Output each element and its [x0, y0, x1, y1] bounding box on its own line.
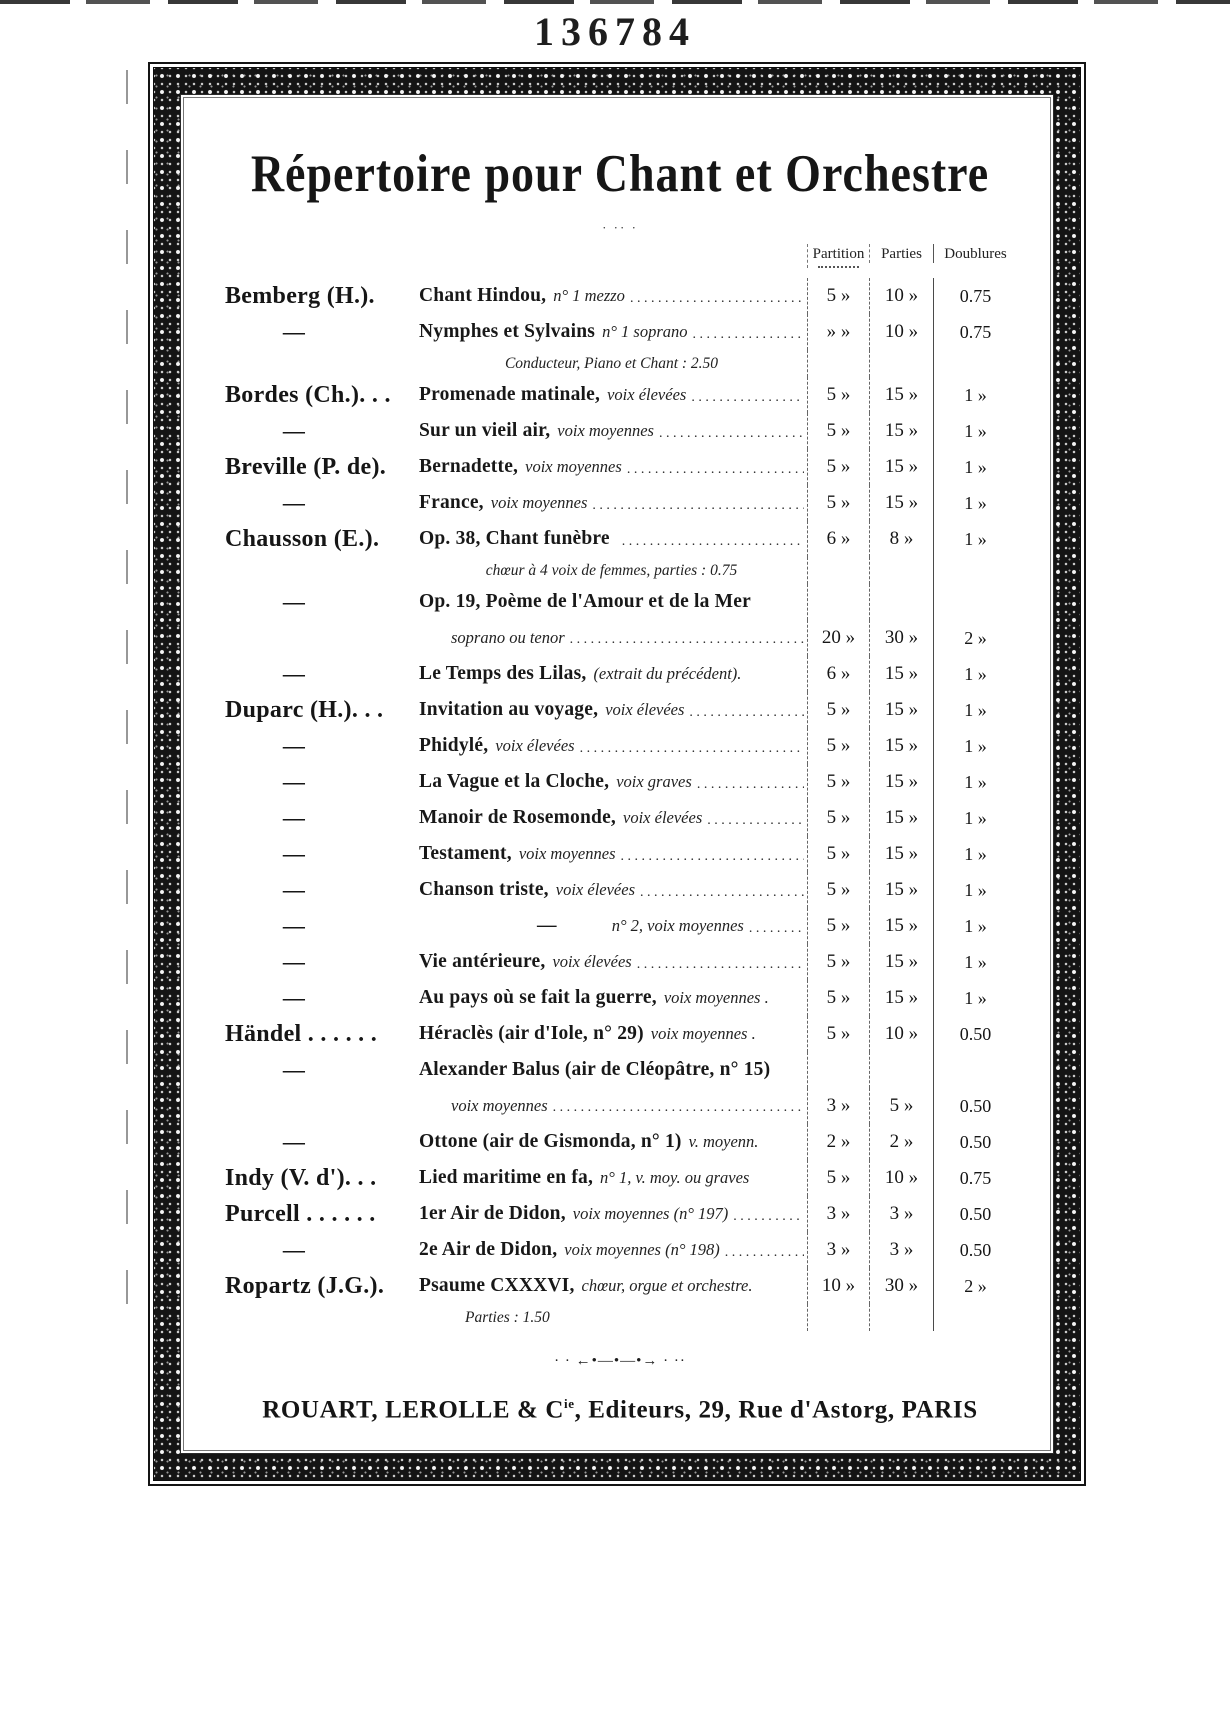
dot-leader	[725, 1245, 804, 1261]
table-row	[223, 1304, 1017, 1331]
work-cell	[419, 1309, 807, 1327]
partition-price-cell: 5 »	[807, 485, 869, 521]
work-cell	[419, 735, 807, 757]
doublures-price-cell: 1 »	[933, 449, 1017, 485]
partition-price-cell: 10 »	[807, 1268, 869, 1304]
doublures-price-cell: 2 »	[933, 1268, 1017, 1304]
table-row	[223, 800, 1017, 836]
work-detail: chœur, orgue et orchestre.	[581, 1276, 753, 1295]
table-row	[223, 692, 1017, 728]
work-detail: voix élevées	[552, 952, 632, 971]
parties-price-cell: 3 »	[869, 1196, 933, 1232]
doublures-price-cell: 1 »	[933, 413, 1017, 449]
doublures-price-cell	[933, 1052, 1017, 1088]
work-title: Ottone (air de Gismonda, n° 1)	[419, 1131, 682, 1152]
work-title: Chanson triste,	[419, 879, 549, 900]
table-row	[223, 485, 1017, 521]
publisher-name: ROUART, LEROLLE & C	[262, 1396, 564, 1424]
work-title: 2e Air de Didon,	[419, 1239, 558, 1260]
table-row	[223, 1088, 1017, 1124]
table-row	[223, 1268, 1017, 1304]
composer-cell: —	[282, 1237, 306, 1262]
partition-price-cell: 5 »	[807, 449, 869, 485]
column-header-label: Parties	[881, 246, 922, 262]
table-row	[223, 1160, 1017, 1196]
page-title: Répertoire pour Chant et Orchestre	[250, 144, 990, 203]
dot-leader	[592, 498, 804, 514]
partition-price-cell: 5 »	[807, 944, 869, 980]
work-cell	[419, 562, 807, 580]
row-note: chœur à 4 voix de femmes, parties : 0.75	[485, 561, 738, 579]
work-title: Bernadette,	[419, 456, 519, 477]
composer-cell: —	[282, 985, 306, 1010]
doublures-price-cell: 1 »	[933, 908, 1017, 944]
table-row	[223, 377, 1017, 413]
table-row	[223, 1124, 1017, 1160]
work-detail: voix moyennes	[518, 844, 616, 863]
table-row	[223, 314, 1017, 350]
table-row	[223, 620, 1017, 656]
parties-price-cell: 15 »	[869, 449, 933, 485]
doublures-price-cell	[933, 557, 1017, 584]
work-title: Op. 19, Poème de l'Amour et de la Mer	[419, 591, 751, 612]
dot-leader	[637, 957, 804, 973]
parties-price-cell: 10 »	[869, 278, 933, 314]
work-cell	[419, 1275, 807, 1297]
doublures-price-cell: 1 »	[933, 836, 1017, 872]
doublures-price-cell: 0.50	[933, 1088, 1017, 1124]
work-title: France,	[419, 492, 484, 513]
column-header-label: Doublures	[944, 246, 1007, 262]
composer-cell: Händel . . . . . .	[225, 1020, 378, 1047]
doublures-price-cell	[933, 1304, 1017, 1331]
table-row	[223, 521, 1017, 557]
doublures-price-cell: 1 »	[933, 656, 1017, 692]
work-detail: n° 1, v. moy. ou graves	[600, 1168, 750, 1187]
work-cell	[419, 1239, 807, 1261]
parties-price-cell: 15 »	[869, 836, 933, 872]
column-header-label: Partition	[812, 246, 865, 262]
work-cell	[419, 951, 807, 973]
table-row	[223, 1052, 1017, 1088]
work-detail: voix moyennes (n° 197)	[572, 1204, 729, 1223]
dot-leader	[640, 885, 804, 901]
work-cell	[419, 879, 807, 901]
table-row	[223, 944, 1017, 980]
work-title: Promenade matinale,	[419, 384, 601, 405]
work-title: Invitation au voyage,	[419, 699, 599, 720]
work-title: Manoir de Rosemonde,	[419, 807, 617, 828]
table-row	[223, 584, 1017, 620]
work-detail: voix moyennes .	[650, 1024, 756, 1043]
composer-cell: Bordes (Ch.). . .	[225, 381, 391, 408]
partition-price-cell: 20 »	[807, 620, 869, 656]
work-cell	[419, 628, 807, 648]
dot-leader	[570, 632, 804, 648]
parties-price-cell	[869, 557, 933, 584]
composer-cell: Purcell . . . . . .	[225, 1200, 376, 1227]
partition-price-cell: 3 »	[807, 1088, 869, 1124]
parties-price-cell: 3 »	[869, 1232, 933, 1268]
partition-price-cell: 6 »	[807, 656, 869, 692]
ornamental-border-band	[153, 67, 1081, 1481]
doublures-price-cell: 0.75	[933, 314, 1017, 350]
composer-cell: Bemberg (H.).	[225, 282, 375, 309]
partition-price-cell: 5 »	[807, 836, 869, 872]
composer-cell: —	[282, 733, 306, 758]
composer-cell: Ropartz (J.G.).	[225, 1272, 385, 1299]
work-detail: voix graves	[616, 772, 692, 791]
partition-price-cell: 5 »	[807, 908, 869, 944]
row-note: Conducteur, Piano et Chant : 2.50	[504, 354, 719, 372]
table-row	[223, 908, 1017, 944]
table-row	[223, 557, 1017, 584]
dot-leader	[749, 921, 804, 937]
work-cell	[419, 1023, 807, 1045]
doublures-price-cell	[933, 584, 1017, 620]
parties-price-cell: 5 »	[869, 1088, 933, 1124]
work-cell	[419, 285, 807, 307]
doublures-price-cell: 1 »	[933, 764, 1017, 800]
publisher-address: , Editeurs, 29, Rue d'Astorg, PARIS	[574, 1396, 978, 1424]
parties-price-cell: 15 »	[869, 377, 933, 413]
doublures-price-cell: 0.50	[933, 1016, 1017, 1052]
partition-price-cell: 5 »	[807, 278, 869, 314]
dot-leader	[697, 777, 804, 793]
doublures-price-cell: 1 »	[933, 944, 1017, 980]
doublures-price-cell: 0.50	[933, 1124, 1017, 1160]
partition-price-cell: 2 »	[807, 1124, 869, 1160]
dot-leader	[733, 1209, 804, 1225]
work-title: Psaume CXXXVI,	[419, 1275, 575, 1296]
parties-price-cell: 15 »	[869, 656, 933, 692]
composer-cell: —	[282, 589, 306, 614]
composer-cell: —	[282, 913, 306, 938]
table-row	[223, 764, 1017, 800]
work-detail: n° 1 mezzo	[553, 286, 625, 305]
table-row	[223, 980, 1017, 1016]
work-detail: voix élevées	[623, 808, 703, 827]
partition-price-cell: 5 »	[807, 377, 869, 413]
parties-price-cell: 10 »	[869, 314, 933, 350]
work-cell	[419, 1203, 807, 1225]
work-cell	[419, 843, 807, 865]
work-cell	[419, 987, 807, 1009]
work-cell	[419, 699, 807, 721]
parties-price-cell: 10 »	[869, 1160, 933, 1196]
work-title: —	[537, 915, 557, 936]
work-detail: voix moyennes (n° 198)	[564, 1240, 720, 1259]
partition-price-cell: 5 »	[807, 872, 869, 908]
dot-leader	[627, 462, 804, 478]
parties-price-cell: 2 »	[869, 1124, 933, 1160]
table-row	[223, 728, 1017, 764]
page-content	[180, 94, 1054, 1454]
work-cell	[419, 355, 807, 373]
composer-cell: —	[282, 769, 306, 794]
work-cell	[419, 420, 807, 442]
parties-price-cell: 30 »	[869, 620, 933, 656]
title-ornament: · ·· ·	[602, 220, 638, 235]
parties-price-cell: 15 »	[869, 692, 933, 728]
composer-cell: —	[282, 949, 306, 974]
work-title: Alexander Balus (air de Cléopâtre, n° 15)	[419, 1059, 771, 1080]
work-cell	[419, 591, 807, 613]
work-title: Lied maritime en fa,	[419, 1167, 594, 1188]
composer-cell: —	[282, 841, 306, 866]
parties-price-cell: 15 »	[869, 944, 933, 980]
work-cell	[419, 663, 807, 685]
work-title: Au pays où se fait la guerre,	[419, 987, 657, 1008]
partition-price-cell: 5 »	[807, 728, 869, 764]
composer-cell: —	[282, 661, 306, 686]
partition-price-cell: 5 »	[807, 413, 869, 449]
table-row	[223, 1196, 1017, 1232]
work-cell	[419, 456, 807, 478]
parties-price-cell: 30 »	[869, 1268, 933, 1304]
doublures-price-cell: 1 »	[933, 377, 1017, 413]
parties-price-cell: 15 »	[869, 728, 933, 764]
table-row	[223, 872, 1017, 908]
parties-price-cell: 15 »	[869, 872, 933, 908]
page-frame	[148, 62, 1086, 1486]
work-detail: voix moyennes	[451, 1096, 548, 1115]
composer-cell: Chausson (E.).	[225, 525, 380, 552]
doublures-price-cell: 2 »	[933, 620, 1017, 656]
work-cell	[419, 1059, 807, 1081]
dot-leader	[630, 291, 804, 307]
table-row	[223, 278, 1017, 314]
partition-price-cell: 5 »	[807, 692, 869, 728]
parties-price-cell	[869, 1304, 933, 1331]
dot-leader	[553, 1100, 804, 1116]
partition-price-cell	[807, 1304, 869, 1331]
header-underline	[818, 266, 859, 268]
work-title: Op. 38, Chant funèbre	[419, 528, 610, 549]
work-title: Le Temps des Lilas,	[419, 663, 587, 684]
work-detail: voix moyennes	[525, 457, 622, 476]
partition-price-cell	[807, 557, 869, 584]
work-title: La Vague et la Cloche,	[419, 771, 610, 792]
parties-price-cell	[869, 584, 933, 620]
partition-price-cell	[807, 1052, 869, 1088]
table-row	[223, 413, 1017, 449]
table-row	[223, 350, 1017, 377]
work-detail: (extrait du précédent).	[593, 664, 742, 683]
work-title: Testament,	[419, 843, 512, 864]
parties-price-cell: 15 »	[869, 800, 933, 836]
dot-leader	[689, 705, 804, 721]
doublures-price-cell: 1 »	[933, 728, 1017, 764]
table-header	[223, 244, 1017, 278]
table-row	[223, 1016, 1017, 1052]
doublures-price-cell	[933, 350, 1017, 377]
partition-price-cell: 5 »	[807, 800, 869, 836]
publisher-line	[223, 1396, 1017, 1424]
work-detail: voix moyennes	[557, 421, 654, 440]
work-cell	[419, 1131, 807, 1153]
partition-price-cell: 3 »	[807, 1196, 869, 1232]
composer-cell: Indy (V. d'). . .	[225, 1164, 377, 1191]
catalog-stamp-number: 136784	[534, 9, 696, 54]
dot-leader	[622, 534, 804, 550]
composer-cell: —	[282, 1129, 306, 1154]
work-cell	[419, 771, 807, 793]
work-detail: voix élevées	[555, 880, 635, 899]
doublures-price-cell: 1 »	[933, 521, 1017, 557]
doublures-price-cell: 0.75	[933, 1160, 1017, 1196]
table-row	[223, 449, 1017, 485]
table-row	[223, 656, 1017, 692]
dot-leader	[693, 327, 804, 343]
work-cell	[419, 321, 807, 343]
work-cell	[419, 492, 807, 514]
work-detail: soprano ou tenor	[451, 628, 565, 647]
doublures-price-cell: 1 »	[933, 872, 1017, 908]
partition-price-cell	[807, 350, 869, 377]
parties-price-cell: 15 »	[869, 413, 933, 449]
work-detail: n° 2, voix moyennes	[611, 916, 744, 935]
work-title: Chant Hindou,	[419, 285, 547, 306]
partition-price-cell: 5 »	[807, 1016, 869, 1052]
composer-cell: —	[282, 805, 306, 830]
partition-price-cell	[807, 584, 869, 620]
work-detail: voix moyennes .	[663, 988, 769, 1007]
composer-cell: Duparc (H.). . .	[225, 696, 384, 723]
partition-price-cell: 5 »	[807, 764, 869, 800]
doublures-price-cell: 1 »	[933, 800, 1017, 836]
row-note: Parties : 1.50	[465, 1308, 550, 1326]
column-header-partition	[807, 244, 869, 268]
partition-price-cell: 6 »	[807, 521, 869, 557]
dot-leader	[707, 813, 804, 829]
work-cell	[419, 1096, 807, 1116]
work-cell	[419, 807, 807, 829]
partition-price-cell: 5 »	[807, 980, 869, 1016]
composer-cell: —	[282, 418, 306, 443]
composer-cell: —	[282, 1057, 306, 1082]
parties-price-cell: 15 »	[869, 980, 933, 1016]
work-cell	[419, 528, 807, 550]
dot-leader	[659, 426, 804, 442]
dot-leader	[621, 849, 805, 865]
parties-price-cell: 10 »	[869, 1016, 933, 1052]
composer-cell: —	[282, 319, 306, 344]
work-detail: voix élevées	[607, 385, 687, 404]
composer-cell: Breville (P. de).	[225, 453, 387, 480]
work-cell	[419, 1167, 807, 1189]
parties-price-cell: 15 »	[869, 485, 933, 521]
dot-leader	[580, 741, 804, 757]
composer-cell: —	[282, 490, 306, 515]
doublures-price-cell: 1 »	[933, 980, 1017, 1016]
dot-leader	[691, 390, 804, 406]
table-row	[223, 1232, 1017, 1268]
divider-ornament: · · ←•—•—•→ · ··	[554, 1353, 686, 1369]
scan-left-edge-artifact	[126, 70, 128, 1330]
doublures-price-cell: 0.50	[933, 1196, 1017, 1232]
composer-cell: —	[282, 877, 306, 902]
parties-price-cell: 15 »	[869, 908, 933, 944]
work-title: Nymphes et Sylvains	[419, 321, 596, 342]
publisher-sup: ie	[563, 1396, 575, 1411]
work-title: 1er Air de Didon,	[419, 1203, 566, 1224]
doublures-price-cell: 1 »	[933, 692, 1017, 728]
column-header-parties	[869, 244, 933, 263]
work-cell	[419, 915, 807, 937]
work-detail: voix élevées	[495, 736, 575, 755]
parties-price-cell	[869, 1052, 933, 1088]
scan-top-edge-artifact	[0, 0, 1230, 4]
work-detail: voix moyennes	[490, 493, 588, 512]
doublures-price-cell: 0.75	[933, 278, 1017, 314]
work-title: Vie antérieure,	[419, 951, 546, 972]
partition-price-cell: 3 »	[807, 1232, 869, 1268]
partition-price-cell: 5 »	[807, 1160, 869, 1196]
doublures-price-cell: 1 »	[933, 485, 1017, 521]
catalog-table	[223, 278, 1017, 1331]
parties-price-cell: 15 »	[869, 764, 933, 800]
work-title: Héraclès (air d'Iole, n° 29)	[419, 1023, 644, 1044]
work-detail: v. moyenn.	[688, 1132, 759, 1151]
work-title: Sur un vieil air,	[419, 420, 551, 441]
doublures-price-cell: 0.50	[933, 1232, 1017, 1268]
work-title: Phidylé,	[419, 735, 489, 756]
column-header-doublures	[933, 244, 1017, 263]
work-detail: n° 1 soprano	[602, 322, 688, 341]
table-row	[223, 836, 1017, 872]
work-detail: voix élevées	[605, 700, 685, 719]
parties-price-cell: 8 »	[869, 521, 933, 557]
partition-price-cell: » »	[807, 314, 869, 350]
work-cell	[419, 384, 807, 406]
parties-price-cell	[869, 350, 933, 377]
